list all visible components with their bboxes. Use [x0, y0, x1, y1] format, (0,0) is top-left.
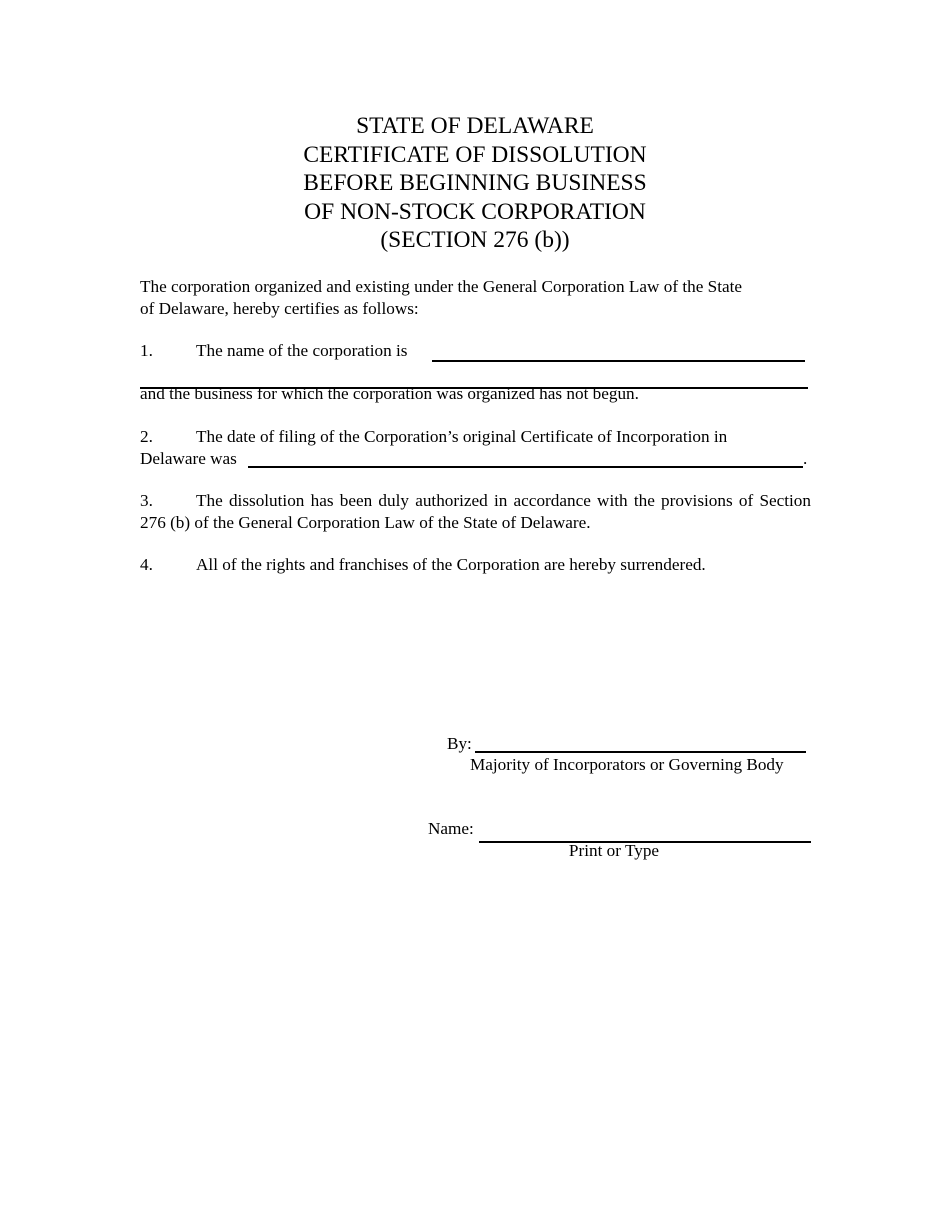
item-4 [140, 554, 812, 576]
intro-paragraph [140, 276, 812, 319]
name-label: Name: [428, 819, 474, 838]
item-3-text: The dissolution has been duly authorized in accordance with the provisions of Section 276 (b) of the General Corporation Law of the State of Delaware. [140, 491, 811, 532]
title-line-2: CERTIFICATE OF DISSOLUTION [303, 141, 647, 168]
item-3 [140, 490, 811, 533]
filing-date-field[interactable] [248, 466, 803, 468]
corporation-name-field[interactable] [432, 360, 805, 362]
intro-line-2: of Delaware, hereby certifies as follows: [140, 298, 419, 318]
title-line-3: BEFORE BEGINNING BUSINESS [303, 170, 647, 197]
item-2-period: . [803, 449, 808, 468]
item-2-continuation: Delaware was [140, 448, 237, 468]
signature-field[interactable] [475, 751, 806, 753]
item-3-number: 3. [140, 491, 153, 510]
name-caption: Print or Type [568, 841, 660, 860]
item-4-number: 4. [140, 555, 153, 574]
title-line-5: (SECTION 276 (b)) [380, 227, 570, 254]
item-2-text: The date of filing of the Corporation’s original Certificate of Incorporation in [196, 427, 728, 446]
item-1 [140, 340, 812, 362]
by-caption: Majority of Incorporators or Governing Body [470, 755, 784, 774]
title-line-1: STATE OF DELAWARE [356, 113, 594, 139]
item-4-text: All of the rights and franchises of the Corporation are hereby surrendered. [196, 555, 706, 574]
item-1-number: 1. [140, 341, 153, 360]
document-title [0, 112, 950, 255]
intro-line-1: The corporation organized and existing under the General Corporation Law of the State [140, 277, 742, 296]
by-label: By: [447, 734, 472, 753]
item-1-continuation: and the business for which the corporation was organized has not begun. [140, 384, 639, 403]
item-1-text: The name of the corporation is [196, 341, 408, 360]
item-2 [140, 426, 812, 469]
item-2-number: 2. [140, 427, 153, 446]
title-line-4: OF NON-STOCK CORPORATION [304, 198, 646, 225]
